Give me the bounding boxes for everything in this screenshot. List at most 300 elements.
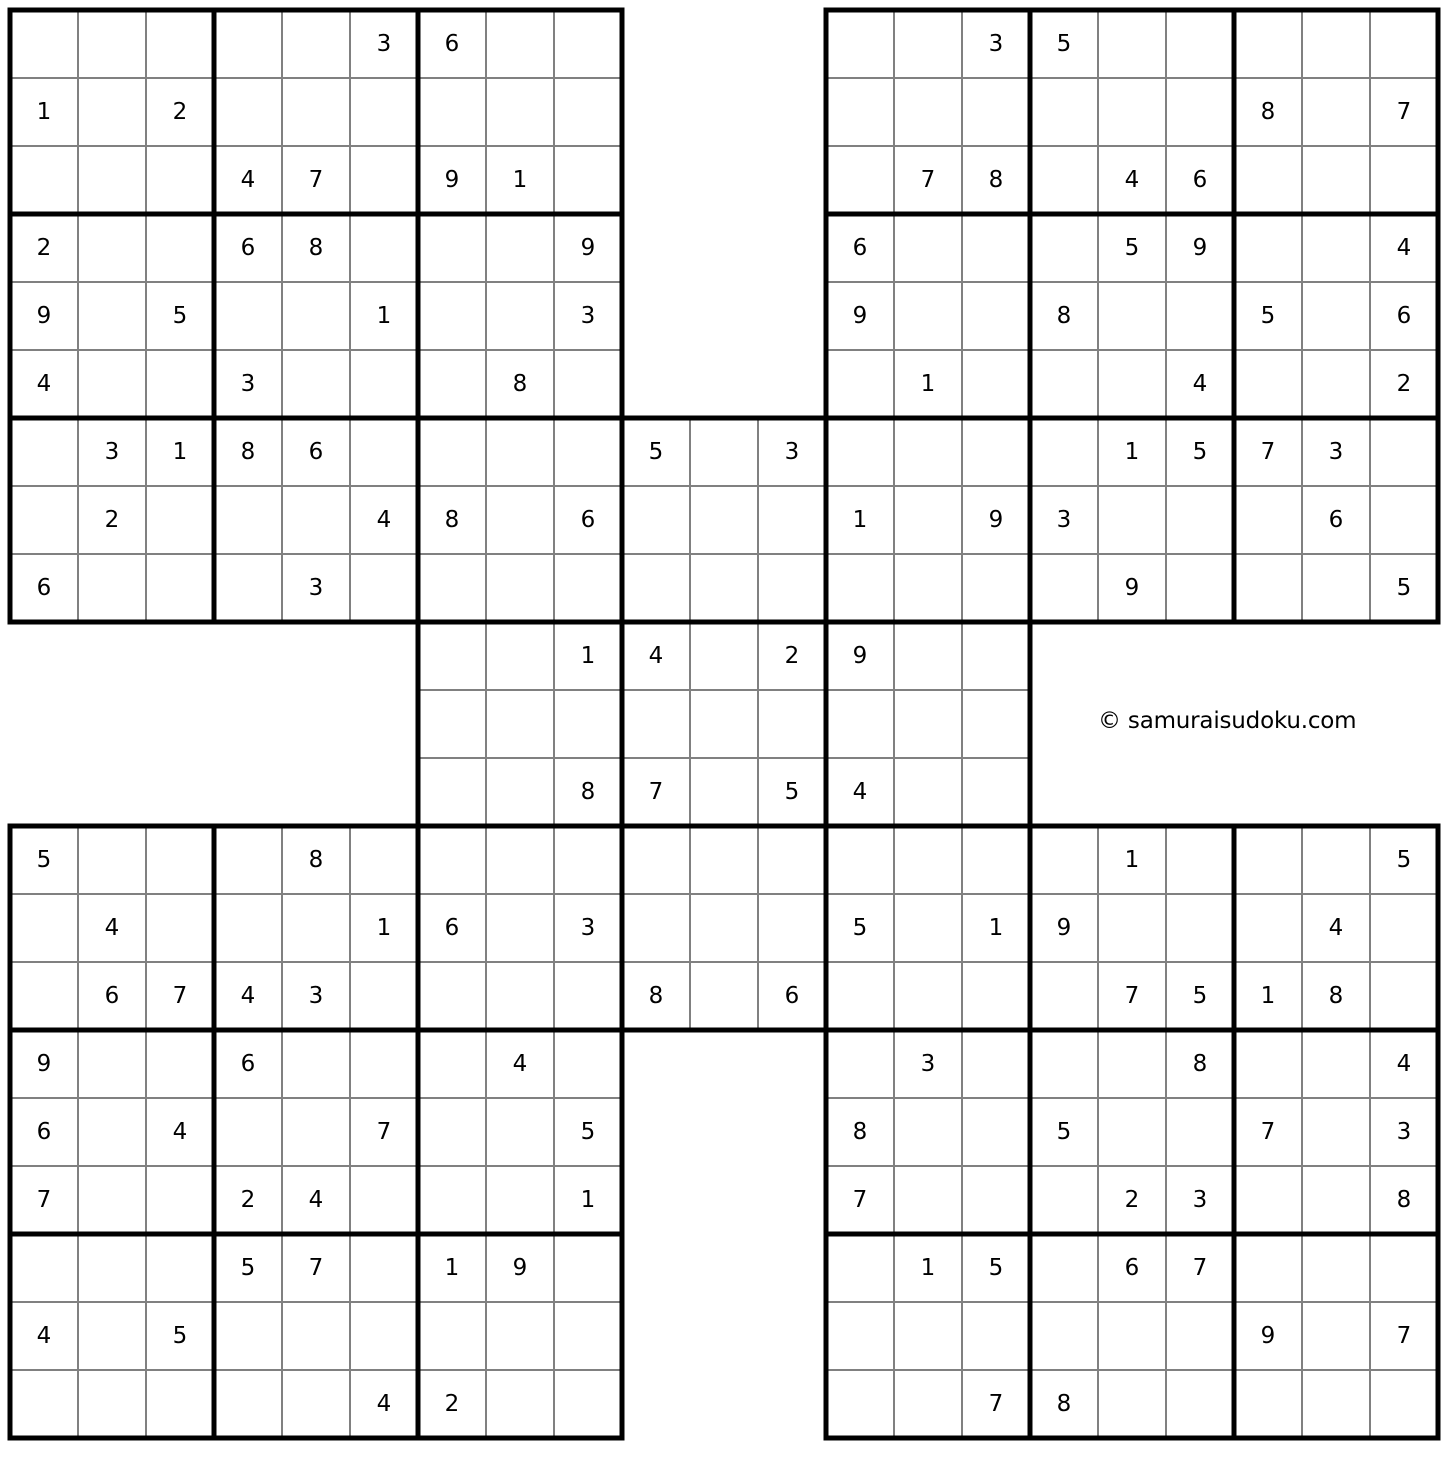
empty-cell[interactable] <box>1098 486 1166 554</box>
empty-cell[interactable] <box>1166 78 1234 146</box>
empty-cell[interactable] <box>1098 1098 1166 1166</box>
empty-cell[interactable] <box>350 1302 418 1370</box>
empty-cell[interactable] <box>1030 418 1098 486</box>
empty-cell[interactable] <box>554 1234 622 1302</box>
empty-cell[interactable] <box>962 350 1030 418</box>
empty-cell[interactable] <box>78 1030 146 1098</box>
empty-cell[interactable] <box>78 1302 146 1370</box>
empty-cell[interactable] <box>418 418 486 486</box>
empty-cell[interactable] <box>554 690 622 758</box>
empty-cell[interactable] <box>962 758 1030 826</box>
given-digit-cell: 7 <box>1098 962 1166 1030</box>
empty-cell[interactable] <box>826 350 894 418</box>
empty-cell[interactable] <box>962 214 1030 282</box>
empty-cell[interactable] <box>486 554 554 622</box>
copyright-notice: © samuraisudoku.com <box>1098 708 1357 734</box>
empty-cell[interactable] <box>554 1030 622 1098</box>
empty-cell[interactable] <box>146 10 214 78</box>
empty-cell[interactable] <box>826 1370 894 1438</box>
empty-cell[interactable] <box>1234 486 1302 554</box>
empty-cell[interactable] <box>1370 486 1438 554</box>
given-digit-cell: 5 <box>1166 418 1234 486</box>
empty-cell[interactable] <box>1234 826 1302 894</box>
empty-cell[interactable] <box>1166 894 1234 962</box>
empty-cell[interactable] <box>146 146 214 214</box>
empty-cell[interactable] <box>486 894 554 962</box>
empty-cell[interactable] <box>690 962 758 1030</box>
empty-cell[interactable] <box>214 554 282 622</box>
empty-cell[interactable] <box>282 1030 350 1098</box>
empty-cell[interactable] <box>282 350 350 418</box>
empty-cell[interactable] <box>1166 486 1234 554</box>
empty-cell[interactable] <box>418 350 486 418</box>
empty-cell[interactable] <box>486 962 554 1030</box>
empty-cell[interactable] <box>1166 10 1234 78</box>
empty-cell[interactable] <box>1234 1370 1302 1438</box>
given-digit-cell: 6 <box>1098 1234 1166 1302</box>
empty-cell[interactable] <box>690 894 758 962</box>
empty-cell[interactable] <box>282 1370 350 1438</box>
empty-cell[interactable] <box>554 418 622 486</box>
given-digit-cell: 5 <box>10 826 78 894</box>
empty-cell[interactable] <box>622 894 690 962</box>
empty-cell[interactable] <box>146 1370 214 1438</box>
empty-cell[interactable] <box>350 350 418 418</box>
empty-cell[interactable] <box>962 1302 1030 1370</box>
empty-cell[interactable] <box>894 758 962 826</box>
given-digit-cell: 5 <box>146 1302 214 1370</box>
empty-cell[interactable] <box>1030 554 1098 622</box>
empty-cell[interactable] <box>1302 1370 1370 1438</box>
given-digit-cell: 4 <box>214 146 282 214</box>
empty-cell[interactable] <box>350 146 418 214</box>
empty-cell[interactable] <box>418 690 486 758</box>
given-digit-cell: 1 <box>1098 826 1166 894</box>
empty-cell[interactable] <box>282 282 350 350</box>
empty-cell[interactable] <box>1030 78 1098 146</box>
empty-cell[interactable] <box>418 826 486 894</box>
given-digit-cell: 9 <box>10 1030 78 1098</box>
empty-cell[interactable] <box>1030 962 1098 1030</box>
empty-cell[interactable] <box>10 1234 78 1302</box>
empty-cell[interactable] <box>554 554 622 622</box>
empty-cell[interactable] <box>690 418 758 486</box>
given-digit-cell: 1 <box>1234 962 1302 1030</box>
empty-cell[interactable] <box>622 690 690 758</box>
empty-cell[interactable] <box>758 894 826 962</box>
given-digit-cell: 4 <box>78 894 146 962</box>
empty-cell[interactable] <box>146 486 214 554</box>
given-digit-cell: 8 <box>418 486 486 554</box>
empty-cell[interactable] <box>146 1166 214 1234</box>
empty-cell[interactable] <box>1370 894 1438 962</box>
empty-cell[interactable] <box>486 758 554 826</box>
empty-cell[interactable] <box>78 1370 146 1438</box>
empty-cell[interactable] <box>554 78 622 146</box>
empty-cell[interactable] <box>1234 350 1302 418</box>
empty-cell[interactable] <box>1302 78 1370 146</box>
given-digit-cell: 3 <box>1166 1166 1234 1234</box>
given-digit-cell: 7 <box>894 146 962 214</box>
given-digit-cell: 3 <box>78 418 146 486</box>
empty-cell[interactable] <box>554 1370 622 1438</box>
empty-cell[interactable] <box>282 1098 350 1166</box>
empty-cell[interactable] <box>146 350 214 418</box>
empty-cell[interactable] <box>214 894 282 962</box>
empty-cell[interactable] <box>1370 10 1438 78</box>
given-digit-cell: 2 <box>10 214 78 282</box>
given-digit-cell: 2 <box>758 622 826 690</box>
given-digit-cell: 7 <box>146 962 214 1030</box>
empty-cell[interactable] <box>418 78 486 146</box>
empty-cell[interactable] <box>826 690 894 758</box>
empty-cell[interactable] <box>826 826 894 894</box>
empty-cell[interactable] <box>78 826 146 894</box>
given-digit-cell: 6 <box>1370 282 1438 350</box>
empty-cell[interactable] <box>554 10 622 78</box>
empty-cell[interactable] <box>486 1302 554 1370</box>
empty-cell[interactable] <box>690 554 758 622</box>
empty-cell[interactable] <box>78 214 146 282</box>
given-digit-cell: 4 <box>1370 1030 1438 1098</box>
empty-cell[interactable] <box>146 554 214 622</box>
empty-cell[interactable] <box>350 418 418 486</box>
empty-cell[interactable] <box>1302 282 1370 350</box>
empty-cell[interactable] <box>826 1234 894 1302</box>
empty-cell[interactable] <box>418 962 486 1030</box>
empty-cell[interactable] <box>1302 146 1370 214</box>
empty-cell[interactable] <box>1098 10 1166 78</box>
empty-cell[interactable] <box>486 10 554 78</box>
empty-cell[interactable] <box>962 1166 1030 1234</box>
given-digit-cell: 1 <box>894 1234 962 1302</box>
given-digit-cell: 9 <box>486 1234 554 1302</box>
given-digit-cell: 1 <box>350 894 418 962</box>
empty-cell[interactable] <box>486 690 554 758</box>
empty-cell[interactable] <box>894 826 962 894</box>
given-digit-cell: 5 <box>758 758 826 826</box>
given-digit-cell: 3 <box>214 350 282 418</box>
empty-cell[interactable] <box>962 690 1030 758</box>
empty-cell[interactable] <box>1166 1098 1234 1166</box>
empty-cell[interactable] <box>826 146 894 214</box>
empty-cell[interactable] <box>486 214 554 282</box>
empty-cell[interactable] <box>350 554 418 622</box>
empty-cell[interactable] <box>826 962 894 1030</box>
empty-cell[interactable] <box>1234 1166 1302 1234</box>
given-digit-cell: 8 <box>1030 1370 1098 1438</box>
empty-cell[interactable] <box>418 622 486 690</box>
empty-cell[interactable] <box>690 622 758 690</box>
empty-cell[interactable] <box>78 350 146 418</box>
given-digit-cell: 8 <box>554 758 622 826</box>
empty-cell[interactable] <box>418 1098 486 1166</box>
empty-cell[interactable] <box>1234 554 1302 622</box>
empty-cell[interactable] <box>10 486 78 554</box>
given-digit-cell: 6 <box>418 10 486 78</box>
empty-cell[interactable] <box>1166 1370 1234 1438</box>
empty-cell[interactable] <box>1302 1166 1370 1234</box>
empty-cell[interactable] <box>690 486 758 554</box>
empty-cell[interactable] <box>1234 1030 1302 1098</box>
empty-cell[interactable] <box>1098 1302 1166 1370</box>
empty-cell[interactable] <box>894 1098 962 1166</box>
given-digit-cell: 4 <box>10 350 78 418</box>
empty-cell[interactable] <box>486 78 554 146</box>
empty-cell[interactable] <box>758 826 826 894</box>
empty-cell[interactable] <box>418 1030 486 1098</box>
empty-cell[interactable] <box>1030 1234 1098 1302</box>
empty-cell[interactable] <box>962 962 1030 1030</box>
empty-cell[interactable] <box>1302 1030 1370 1098</box>
empty-cell[interactable] <box>10 894 78 962</box>
empty-cell[interactable] <box>78 78 146 146</box>
empty-cell[interactable] <box>758 486 826 554</box>
empty-cell[interactable] <box>418 1302 486 1370</box>
given-digit-cell: 4 <box>826 758 894 826</box>
empty-cell[interactable] <box>146 1234 214 1302</box>
empty-cell[interactable] <box>1098 1030 1166 1098</box>
empty-cell[interactable] <box>214 826 282 894</box>
empty-cell[interactable] <box>962 78 1030 146</box>
empty-cell[interactable] <box>894 1370 962 1438</box>
given-digit-cell: 3 <box>962 10 1030 78</box>
empty-cell[interactable] <box>350 962 418 1030</box>
empty-cell[interactable] <box>962 826 1030 894</box>
empty-cell[interactable] <box>486 622 554 690</box>
empty-cell[interactable] <box>146 826 214 894</box>
empty-cell[interactable] <box>350 214 418 282</box>
empty-cell[interactable] <box>214 10 282 78</box>
empty-cell[interactable] <box>486 1098 554 1166</box>
empty-cell[interactable] <box>962 1098 1030 1166</box>
empty-cell[interactable] <box>962 554 1030 622</box>
empty-cell[interactable] <box>418 214 486 282</box>
empty-cell[interactable] <box>78 282 146 350</box>
empty-cell[interactable] <box>282 1302 350 1370</box>
empty-cell[interactable] <box>1030 146 1098 214</box>
empty-cell[interactable] <box>418 282 486 350</box>
given-digit-cell: 2 <box>214 1166 282 1234</box>
empty-cell[interactable] <box>282 78 350 146</box>
empty-cell[interactable] <box>10 1370 78 1438</box>
empty-cell[interactable] <box>1098 1370 1166 1438</box>
given-digit-cell: 8 <box>622 962 690 1030</box>
empty-cell[interactable] <box>78 1098 146 1166</box>
empty-cell[interactable] <box>894 962 962 1030</box>
empty-cell[interactable] <box>1030 350 1098 418</box>
empty-cell[interactable] <box>1030 826 1098 894</box>
empty-cell[interactable] <box>894 1166 962 1234</box>
empty-cell[interactable] <box>894 690 962 758</box>
empty-cell[interactable] <box>962 1030 1030 1098</box>
given-digit-cell: 6 <box>214 214 282 282</box>
empty-cell[interactable] <box>486 282 554 350</box>
empty-cell[interactable] <box>1166 826 1234 894</box>
given-digit-cell: 6 <box>418 894 486 962</box>
empty-cell[interactable] <box>1234 10 1302 78</box>
empty-cell[interactable] <box>894 1302 962 1370</box>
empty-cell[interactable] <box>418 758 486 826</box>
given-digit-cell: 5 <box>214 1234 282 1302</box>
empty-cell[interactable] <box>78 146 146 214</box>
empty-cell[interactable] <box>554 962 622 1030</box>
empty-cell[interactable] <box>214 78 282 146</box>
empty-cell[interactable] <box>1030 1030 1098 1098</box>
empty-cell[interactable] <box>350 1234 418 1302</box>
empty-cell[interactable] <box>826 1302 894 1370</box>
empty-cell[interactable] <box>826 1030 894 1098</box>
given-digit-cell: 4 <box>1370 214 1438 282</box>
empty-cell[interactable] <box>1370 146 1438 214</box>
empty-cell[interactable] <box>350 1166 418 1234</box>
given-digit-cell: 4 <box>1302 894 1370 962</box>
empty-cell[interactable] <box>1030 214 1098 282</box>
empty-cell[interactable] <box>894 282 962 350</box>
empty-cell[interactable] <box>78 554 146 622</box>
given-digit-cell: 4 <box>10 1302 78 1370</box>
empty-cell[interactable] <box>146 894 214 962</box>
empty-cell[interactable] <box>554 146 622 214</box>
empty-cell[interactable] <box>78 1166 146 1234</box>
given-digit-cell: 5 <box>826 894 894 962</box>
empty-cell[interactable] <box>894 894 962 962</box>
empty-cell[interactable] <box>1098 78 1166 146</box>
given-digit-cell: 6 <box>10 554 78 622</box>
empty-cell[interactable] <box>1302 554 1370 622</box>
empty-cell[interactable] <box>146 1030 214 1098</box>
empty-cell[interactable] <box>1302 350 1370 418</box>
empty-cell[interactable] <box>1234 1234 1302 1302</box>
empty-cell[interactable] <box>1234 214 1302 282</box>
given-digit-cell: 9 <box>418 146 486 214</box>
empty-cell[interactable] <box>758 554 826 622</box>
empty-cell[interactable] <box>690 826 758 894</box>
given-digit-cell: 9 <box>1166 214 1234 282</box>
empty-cell[interactable] <box>350 826 418 894</box>
empty-cell[interactable] <box>1098 282 1166 350</box>
empty-cell[interactable] <box>826 10 894 78</box>
given-digit-cell: 5 <box>554 1098 622 1166</box>
empty-cell[interactable] <box>10 146 78 214</box>
empty-cell[interactable] <box>350 1030 418 1098</box>
empty-cell[interactable] <box>418 1166 486 1234</box>
empty-cell[interactable] <box>1370 418 1438 486</box>
empty-cell[interactable] <box>1030 1166 1098 1234</box>
empty-cell[interactable] <box>894 486 962 554</box>
given-digit-cell: 3 <box>282 962 350 1030</box>
empty-cell[interactable] <box>894 10 962 78</box>
empty-cell[interactable] <box>10 10 78 78</box>
empty-cell[interactable] <box>214 486 282 554</box>
empty-cell[interactable] <box>78 10 146 78</box>
empty-cell[interactable] <box>554 826 622 894</box>
empty-cell[interactable] <box>282 894 350 962</box>
empty-cell[interactable] <box>1302 826 1370 894</box>
empty-cell[interactable] <box>1166 1302 1234 1370</box>
empty-cell[interactable] <box>1166 554 1234 622</box>
empty-cell[interactable] <box>486 1166 554 1234</box>
empty-cell[interactable] <box>1234 894 1302 962</box>
empty-cell[interactable] <box>894 78 962 146</box>
given-digit-cell: 7 <box>282 1234 350 1302</box>
empty-cell[interactable] <box>622 554 690 622</box>
given-digit-cell: 4 <box>146 1098 214 1166</box>
given-digit-cell: 4 <box>214 962 282 1030</box>
given-digit-cell: 2 <box>418 1370 486 1438</box>
empty-cell[interactable] <box>486 418 554 486</box>
empty-cell[interactable] <box>486 826 554 894</box>
empty-cell[interactable] <box>1302 214 1370 282</box>
empty-cell[interactable] <box>10 962 78 1030</box>
empty-cell[interactable] <box>214 1370 282 1438</box>
empty-cell[interactable] <box>1302 10 1370 78</box>
empty-cell[interactable] <box>486 486 554 554</box>
empty-cell[interactable] <box>282 10 350 78</box>
empty-cell[interactable] <box>826 418 894 486</box>
empty-cell[interactable] <box>214 1302 282 1370</box>
empty-cell[interactable] <box>1370 1370 1438 1438</box>
empty-cell[interactable] <box>350 78 418 146</box>
empty-cell[interactable] <box>1098 894 1166 962</box>
empty-cell[interactable] <box>826 78 894 146</box>
empty-cell[interactable] <box>690 758 758 826</box>
given-digit-cell: 6 <box>554 486 622 554</box>
given-digit-cell: 1 <box>826 486 894 554</box>
empty-cell[interactable] <box>1234 146 1302 214</box>
empty-cell[interactable] <box>962 622 1030 690</box>
empty-cell[interactable] <box>1302 1098 1370 1166</box>
empty-cell[interactable] <box>1370 962 1438 1030</box>
empty-cell[interactable] <box>894 418 962 486</box>
given-digit-cell: 6 <box>214 1030 282 1098</box>
empty-cell[interactable] <box>690 690 758 758</box>
empty-cell[interactable] <box>214 282 282 350</box>
empty-cell[interactable] <box>282 486 350 554</box>
empty-cell[interactable] <box>1302 1234 1370 1302</box>
empty-cell[interactable] <box>962 418 1030 486</box>
empty-cell[interactable] <box>10 418 78 486</box>
empty-cell[interactable] <box>1166 282 1234 350</box>
empty-cell[interactable] <box>894 622 962 690</box>
empty-cell[interactable] <box>78 1234 146 1302</box>
empty-cell[interactable] <box>554 1302 622 1370</box>
empty-cell[interactable] <box>894 214 962 282</box>
empty-cell[interactable] <box>214 1098 282 1166</box>
empty-cell[interactable] <box>418 554 486 622</box>
empty-cell[interactable] <box>1370 1234 1438 1302</box>
empty-cell[interactable] <box>1302 1302 1370 1370</box>
empty-cell[interactable] <box>622 486 690 554</box>
given-digit-cell: 3 <box>350 10 418 78</box>
empty-cell[interactable] <box>486 1370 554 1438</box>
given-digit-cell: 8 <box>1234 78 1302 146</box>
empty-cell[interactable] <box>894 554 962 622</box>
given-digit-cell: 6 <box>758 962 826 1030</box>
empty-cell[interactable] <box>826 554 894 622</box>
empty-cell[interactable] <box>1098 350 1166 418</box>
given-digit-cell: 1 <box>554 622 622 690</box>
given-digit-cell: 8 <box>1166 1030 1234 1098</box>
empty-cell[interactable] <box>962 282 1030 350</box>
given-digit-cell: 5 <box>1370 826 1438 894</box>
empty-cell[interactable] <box>758 690 826 758</box>
empty-cell[interactable] <box>146 214 214 282</box>
given-digit-cell: 8 <box>1370 1166 1438 1234</box>
empty-cell[interactable] <box>1030 1302 1098 1370</box>
empty-cell[interactable] <box>622 826 690 894</box>
empty-cell[interactable] <box>554 350 622 418</box>
